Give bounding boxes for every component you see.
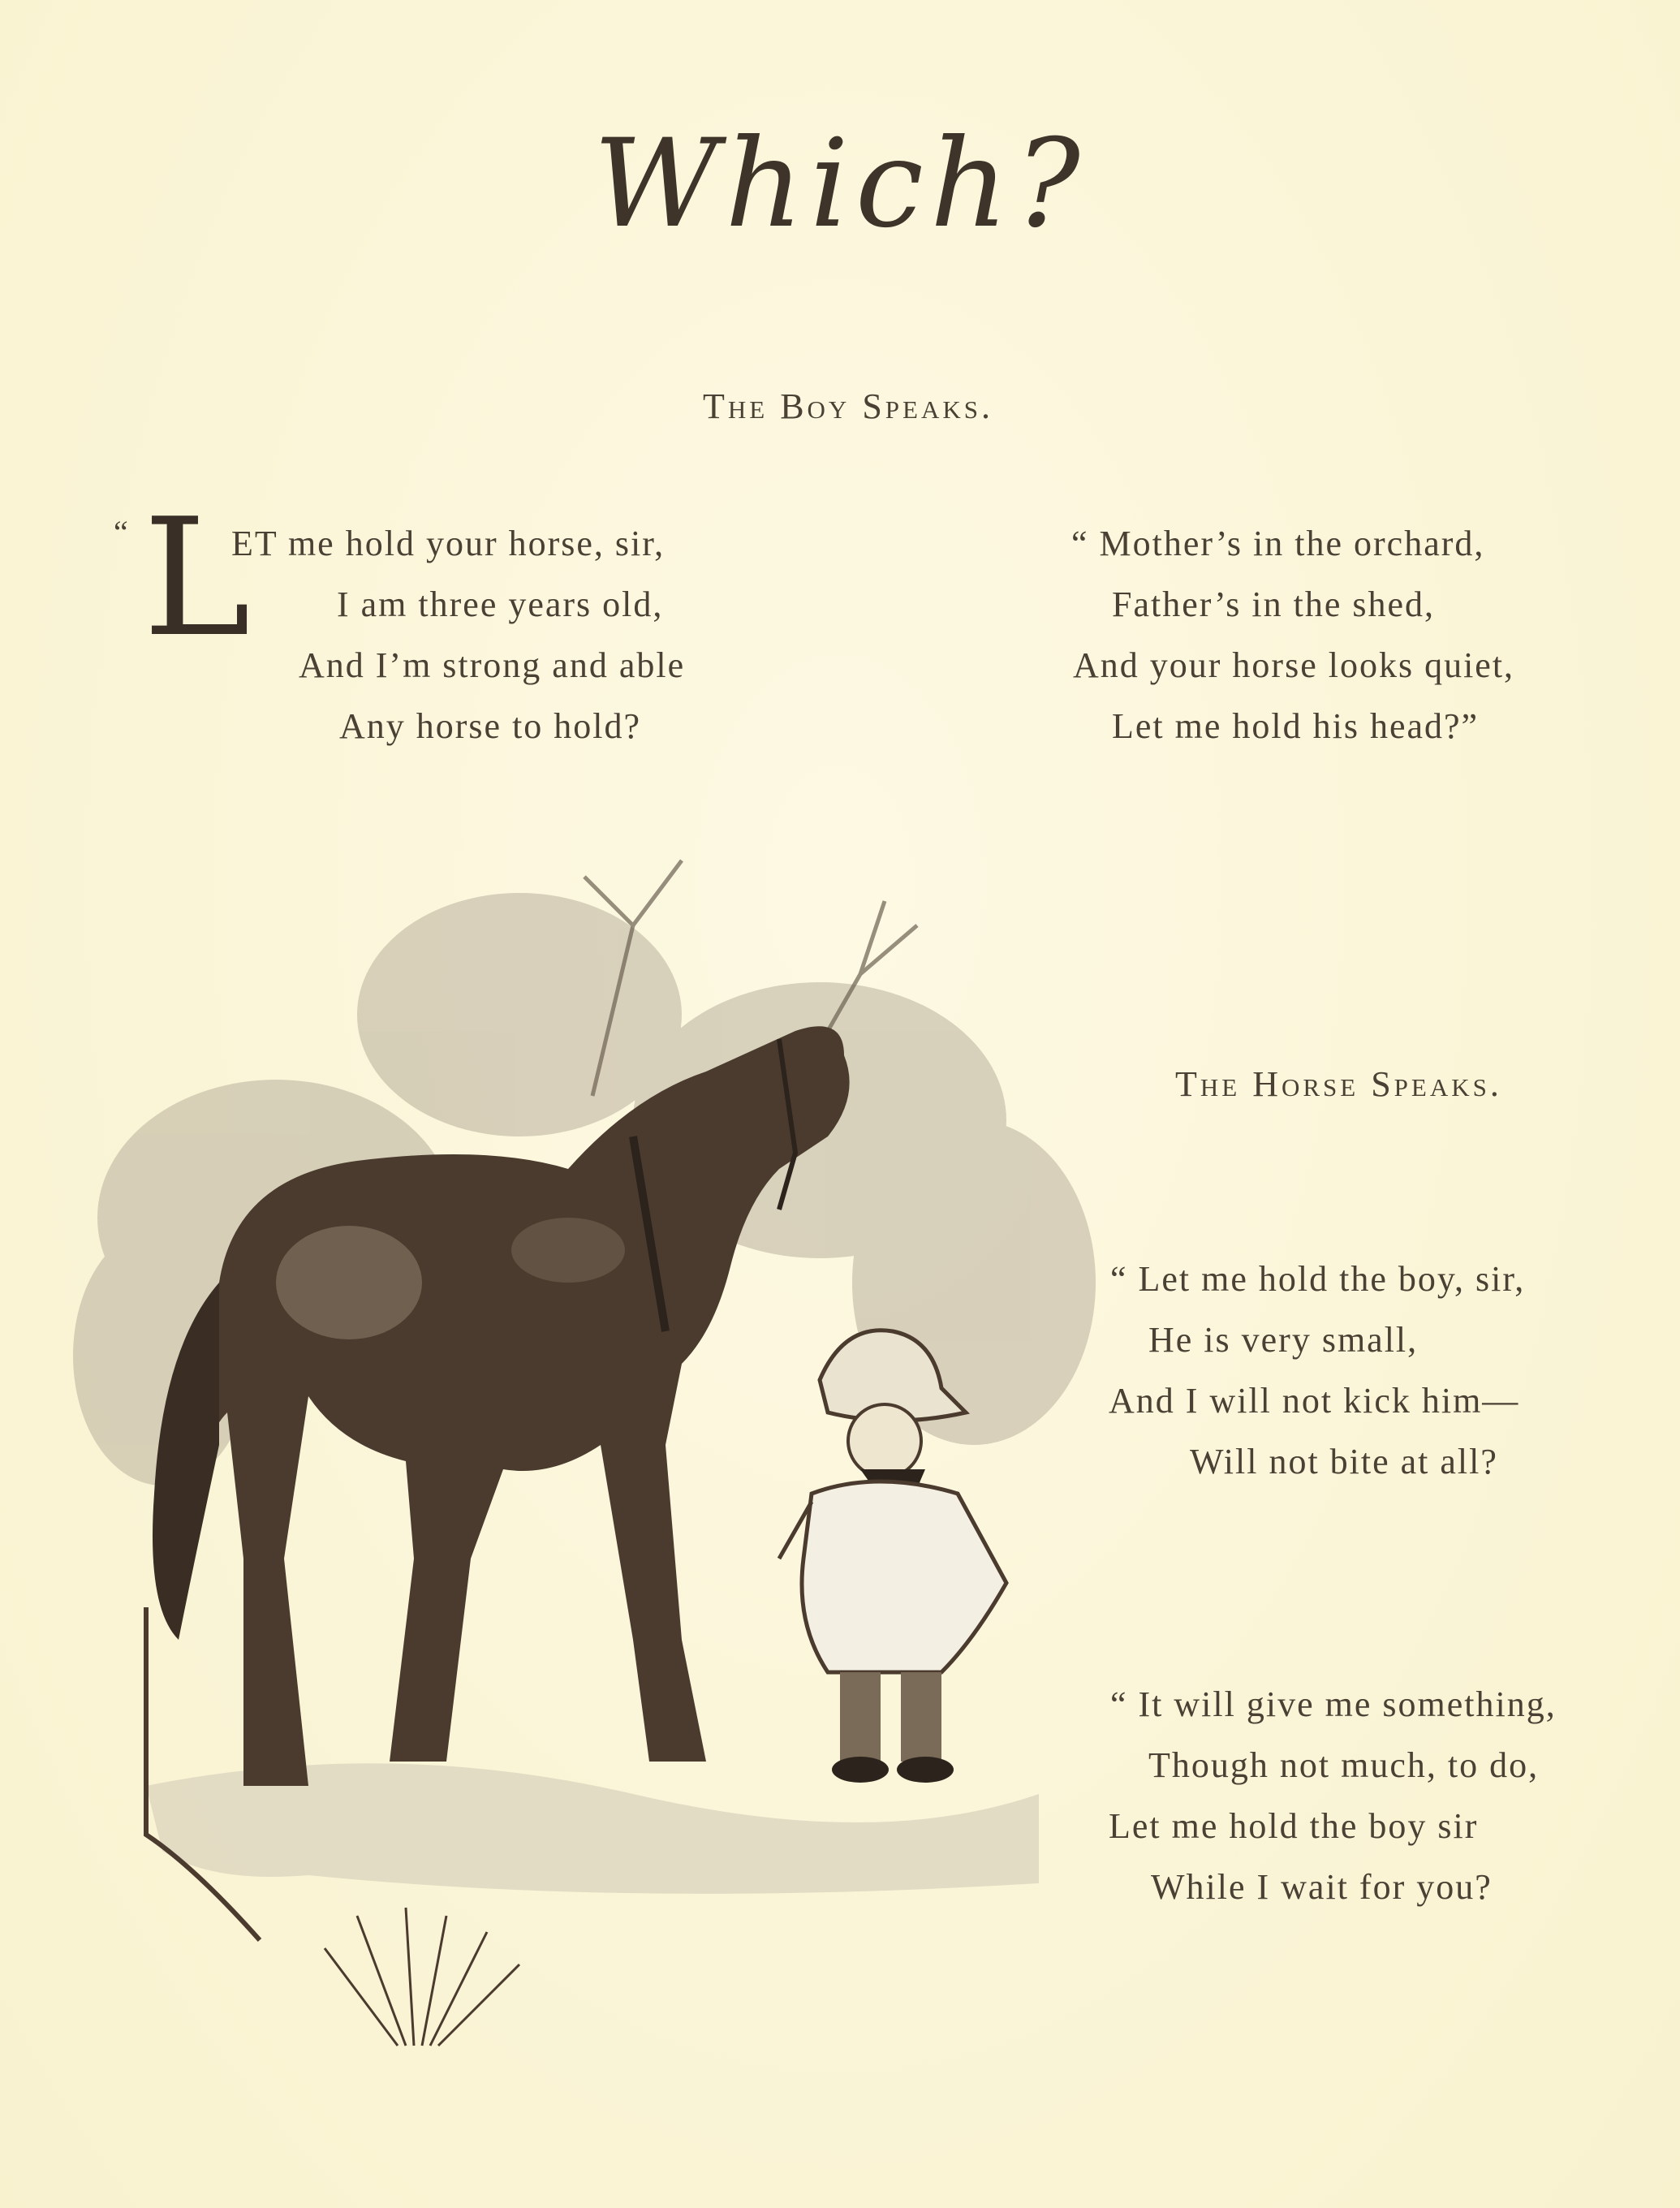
horse-and-boy-illustration bbox=[65, 828, 1120, 2094]
opening-quote: “ bbox=[114, 514, 128, 550]
boy-speaks-heading: The Boy Speaks. bbox=[703, 386, 993, 426]
poem-line: Any horse to hold? bbox=[339, 706, 642, 746]
poem-line: Will not bite at all? bbox=[1190, 1442, 1498, 1481]
drop-cap-letter: L bbox=[143, 484, 251, 673]
poem-line: He is very small, bbox=[1148, 1320, 1419, 1360]
poem-line: Let me hold the boy sir bbox=[1109, 1806, 1479, 1846]
poem-line: And I’m strong and able bbox=[299, 645, 686, 685]
poem-line: I am three years old, bbox=[337, 584, 664, 624]
poem-line: Though not much, to do, bbox=[1148, 1745, 1540, 1785]
grass-tuft bbox=[325, 1908, 519, 2046]
poem-line: And I will not kick him— bbox=[1109, 1381, 1520, 1421]
poem-line: “ Mother’s in the orchard, bbox=[1071, 524, 1485, 563]
poem-line: “ Let me hold the boy, sir, bbox=[1110, 1259, 1526, 1299]
poem-line: Father’s in the shed, bbox=[1112, 584, 1436, 624]
drop-cap bbox=[114, 484, 251, 673]
horse-speaks-heading: The Horse Speaks. bbox=[1175, 1064, 1502, 1104]
poem-line: Let me hold his head?” bbox=[1112, 706, 1480, 746]
page-title: Which? bbox=[593, 114, 1087, 255]
poem-line: “ It will give me something, bbox=[1110, 1684, 1557, 1724]
poem-line: While I wait for you? bbox=[1151, 1867, 1493, 1907]
poem-line: And your horse looks quiet, bbox=[1073, 645, 1515, 685]
poem-line: ET me hold your horse, sir, bbox=[231, 524, 666, 563]
